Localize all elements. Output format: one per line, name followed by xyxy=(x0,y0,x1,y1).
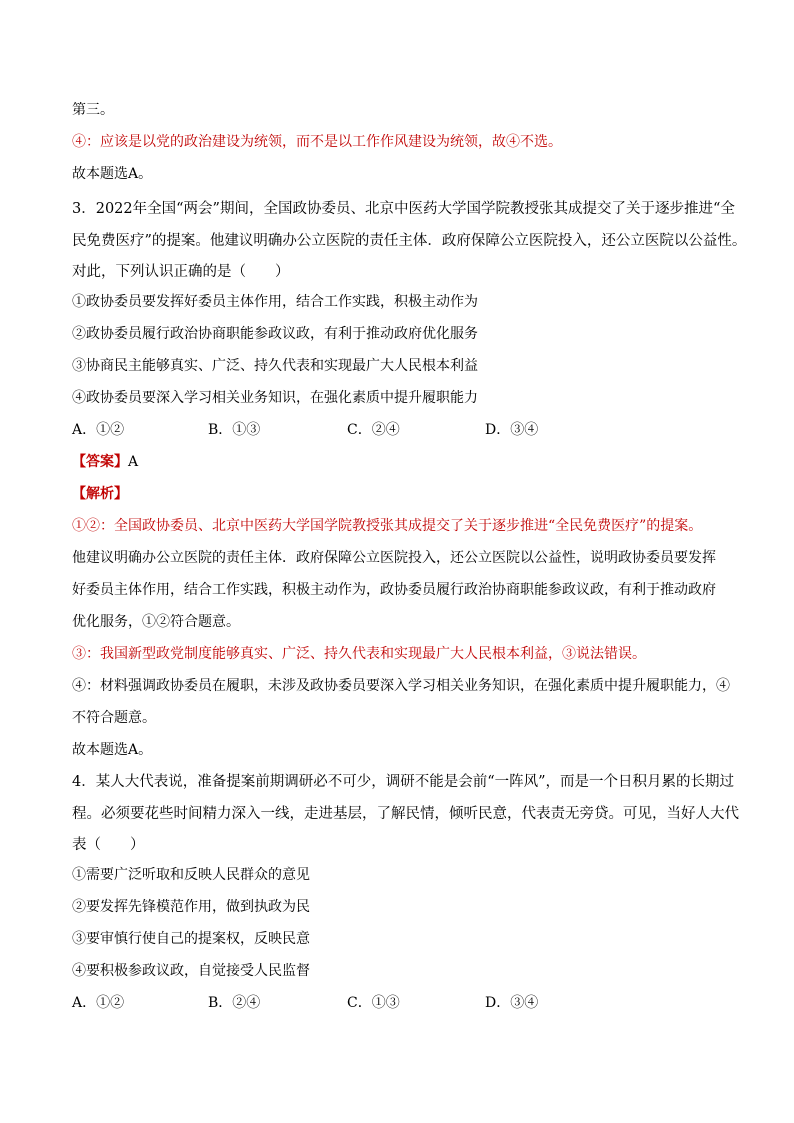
conclusion: 故本题选A。 xyxy=(72,166,153,182)
conclusion: 故本题选A。 xyxy=(72,742,153,758)
analysis-line: ③：我国新型政党制度能够真实、广泛、持久代表和实现最广大人民根本利益，③说法错误。 xyxy=(72,646,646,662)
option-b: B．①③ xyxy=(208,422,261,438)
question-stem-line: 对此，下列认识正确的是（ ） xyxy=(72,264,290,280)
question-stem-line: 表（ ） xyxy=(72,837,145,853)
statement-item: ③要审慎行使自己的提案权，反映民意 xyxy=(72,931,310,947)
analysis-line: ④：材料强调政协委员在履职，未涉及政协委员要深入学习相关业务知识，在强化素质中提升履职能力，④ xyxy=(72,678,730,694)
option-d: D．③④ xyxy=(485,422,539,438)
statement-item: ②要发挥先锋模范作用，做到执政为民 xyxy=(72,899,310,915)
statement-item: ①政协委员要发挥好委员主体作用，结合工作实践，积极主动作为 xyxy=(72,294,478,310)
statement-item: ③协商民主能够真实、广泛、持久代表和实现最广大人民根本利益 xyxy=(72,358,478,374)
analysis-line: ①②：全国政协委员、北京中医药大学国学院教授张其成提交了关于逐步推进“全民免费医疗”的提案。 xyxy=(72,518,703,534)
analysis-label: 【解析】 xyxy=(72,486,128,502)
option-a: A．①② xyxy=(72,422,125,438)
question-stem-line: 3．2022年全国“两会”期间，全国政协委员、北京中医药大学国学院教授张其成提交了关于逐步推进“全 xyxy=(72,201,735,217)
analysis-line: 优化服务，①②符合题意。 xyxy=(72,614,240,630)
question-stem-line: 4．某人大代表说，准备提案前期调研必不可少，调研不能是会前“一阵风”，而是一个日积月累的长期过 xyxy=(72,774,735,790)
answer-line xyxy=(72,453,138,471)
answer-value: A xyxy=(128,454,139,470)
option-c: C．②④ xyxy=(347,422,400,438)
carryover-line: 第三。 xyxy=(72,102,114,118)
statement-item: ④政协委员要深入学习相关业务知识，在强化素质中提升履职能力 xyxy=(72,390,478,406)
analysis-point-4: ④：应该是以党的政治建设为统领，而不是以工作作风建设为统领，故④不选。 xyxy=(72,134,562,150)
analysis-line: 他建议明确办公立医院的责任主体．政府保障公立医院投入，还公立医院以公益性，说明政协委员要发挥 xyxy=(72,550,716,566)
option-d: D．③④ xyxy=(485,995,539,1011)
statement-item: ④要积极参政议政，自觉接受人民监督 xyxy=(72,963,310,979)
analysis-line: 好委员主体作用，结合工作实践，积极主动作为，政协委员履行政治协商职能参政议政，有利于推动政府 xyxy=(72,582,716,598)
option-c: C．①③ xyxy=(347,995,400,1011)
analysis-line: 不符合题意。 xyxy=(72,710,156,726)
question-stem-line: 民免费医疗”的提案。他建议明确办公立医院的责任主体．政府保障公立医院投入，还公立医院以公益性。 xyxy=(72,233,747,249)
option-a: A．①② xyxy=(72,995,125,1011)
statement-item: ②政协委员履行政治协商职能参政议政，有利于推动政府优化服务 xyxy=(72,326,478,342)
answer-label: 【答案】 xyxy=(72,454,128,470)
question-stem-line: 程。必须要花些时间精力深入一线，走进基层，了解民情，倾听民意，代表责无旁贷。可见，当好人大代 xyxy=(72,806,739,822)
option-b: B．②④ xyxy=(208,995,261,1011)
statement-item: ①需要广泛听取和反映人民群众的意见 xyxy=(72,867,310,883)
